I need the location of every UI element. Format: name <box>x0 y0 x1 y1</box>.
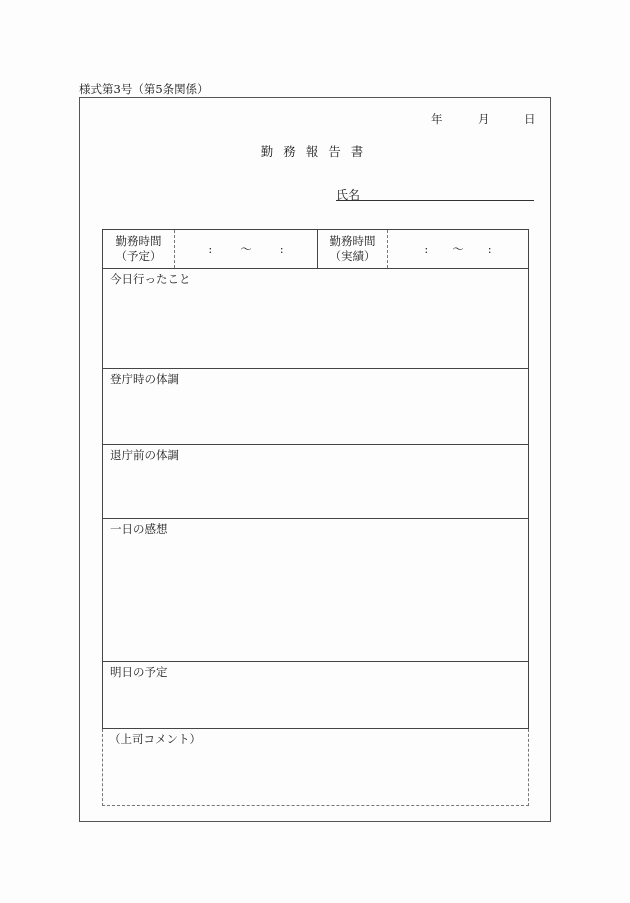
day-label: 日 <box>524 112 536 126</box>
scheduled-hours-label-line1: 勤務時間 <box>115 234 162 248</box>
arrival-condition-section[interactable] <box>102 369 529 445</box>
actual-hours-label-line2: （実績） <box>329 249 376 263</box>
scheduled-tilde: 〜 <box>240 242 252 256</box>
report-table <box>102 229 529 806</box>
year-label: 年 <box>431 112 443 126</box>
actual-hours-label-line1: 勤務時間 <box>329 234 376 248</box>
actual-end-colon: : <box>487 242 492 256</box>
departure-condition-label: 退庁前の体調 <box>110 448 179 462</box>
actual-hours-field[interactable] <box>388 230 528 268</box>
name-field[interactable] <box>336 200 534 201</box>
day-reflection-label: 一日の感想 <box>110 522 168 536</box>
scheduled-hours-label-line2: （予定） <box>115 249 162 263</box>
departure-condition-section[interactable] <box>102 445 529 519</box>
today-done-label: 今日行ったこと <box>110 272 191 286</box>
supervisor-comment-section[interactable] <box>102 729 529 806</box>
arrival-condition-label: 登庁時の体調 <box>110 372 179 386</box>
actual-hours-label <box>318 230 388 268</box>
page-title: 勤務報告書 <box>260 144 374 159</box>
scheduled-end-colon: : <box>279 242 284 256</box>
supervisor-comment-label: （上司コメント） <box>109 732 201 746</box>
actual-tilde: 〜 <box>452 242 464 256</box>
scheduled-hours-label <box>103 230 175 268</box>
scheduled-start-colon: : <box>208 242 213 256</box>
day-reflection-section[interactable] <box>102 519 529 662</box>
tomorrow-plan-label: 明日の予定 <box>110 665 168 679</box>
name-label: 氏名 <box>336 188 361 202</box>
form-number: 様式第3号（第5条関係） <box>79 82 209 96</box>
tomorrow-plan-section[interactable] <box>102 662 529 729</box>
work-hours-row <box>102 229 529 269</box>
actual-start-colon: : <box>424 242 429 256</box>
month-label: 月 <box>478 112 490 126</box>
scheduled-hours-field[interactable] <box>175 230 318 268</box>
today-done-section[interactable] <box>102 269 529 369</box>
